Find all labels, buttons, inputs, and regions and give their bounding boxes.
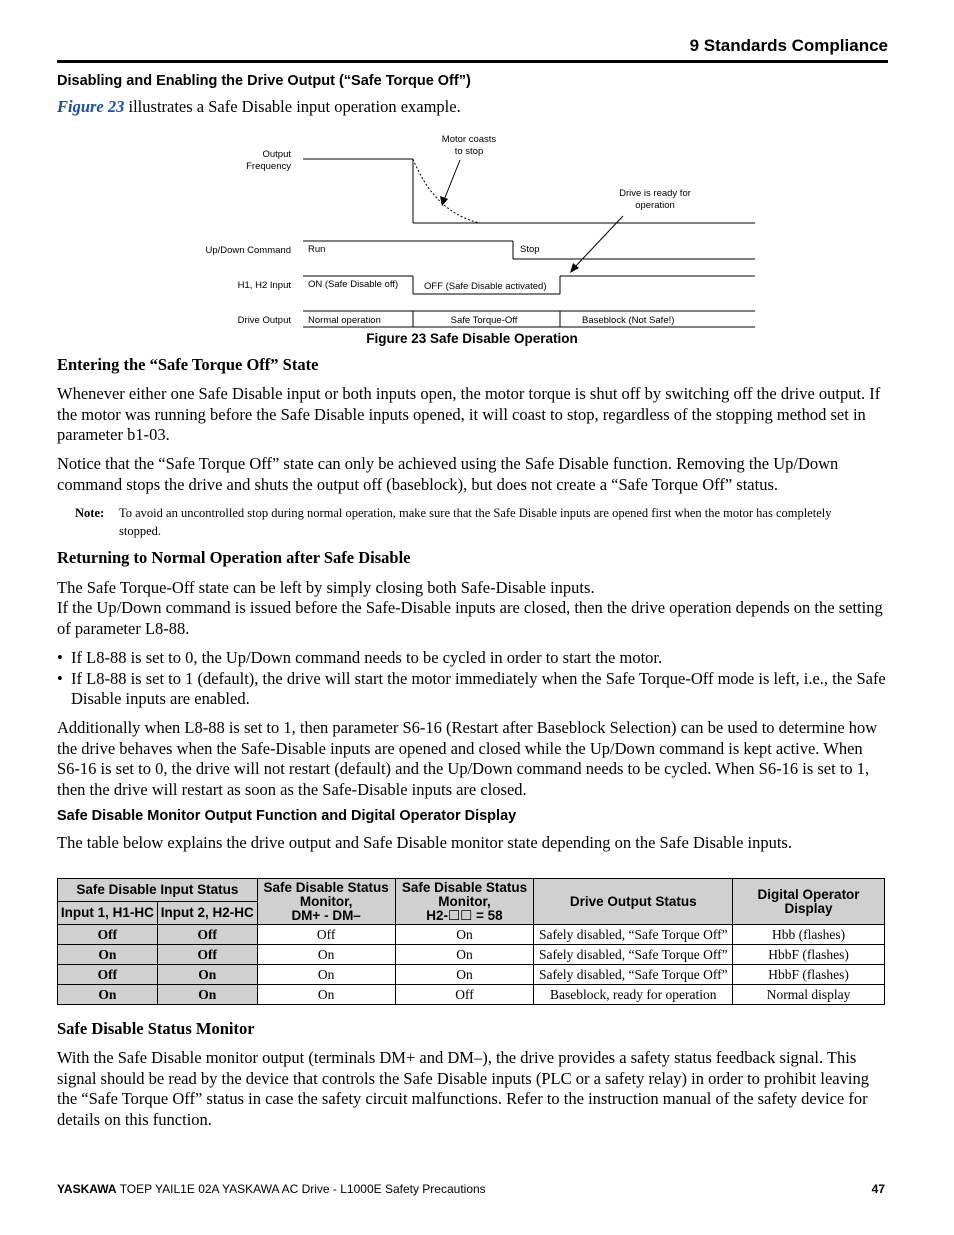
bullet-icon: • bbox=[57, 668, 63, 688]
cell-operator-display: HbbF (flashes) bbox=[733, 965, 885, 985]
table-row bbox=[58, 965, 885, 985]
cell-input-1: On bbox=[58, 985, 158, 1005]
arrow-ready-icon bbox=[570, 216, 623, 273]
safe-disable-status-table bbox=[57, 878, 885, 1005]
header-input-2: Input 2, H2-HC bbox=[157, 902, 257, 925]
figure-intro-text: illustrates a Safe Disable input operation example. bbox=[124, 97, 461, 116]
header-operator-display bbox=[733, 879, 885, 925]
cell-monitor-dm: On bbox=[257, 985, 395, 1005]
header-input-status: Safe Disable Input Status bbox=[58, 879, 258, 902]
header-monitor-dm-line3: DM+ - DM– bbox=[291, 907, 361, 923]
bullet-text-2: If L8-88 is set to 1 (default), the drive will start the motor immediately when the Safe Torque-Off mode is left, i.e., the Safe Disable inputs are enabled. bbox=[71, 668, 886, 708]
heading-disabling-enabling: Disabling and Enabling the Drive Output (“Safe Torque Off”) bbox=[57, 73, 471, 89]
section-title: 9 Standards Compliance bbox=[689, 36, 888, 55]
cell-input-2: Off bbox=[157, 945, 257, 965]
bullet-list bbox=[57, 648, 887, 710]
cell-monitor-dm: Off bbox=[257, 925, 395, 945]
cell-drive-output: Safely disabled, “Safe Torque Off” bbox=[534, 965, 733, 985]
heading-monitor-output: Safe Disable Monitor Output Function and Digital Operator Display bbox=[57, 808, 517, 824]
table-row bbox=[58, 985, 885, 1005]
cell-operator-display: Hbb (flashes) bbox=[733, 925, 885, 945]
paragraph-entering-2: Notice that the “Safe Torque Off” state can only be achieved using the Safe Disable function. Removing the Up/Down command stops the drive and shuts the output off (baseblock), but does not create a “Safe Torque Off” status. bbox=[57, 454, 839, 494]
cell-input-2: On bbox=[157, 965, 257, 985]
header-operator-display-line2: Display bbox=[784, 900, 833, 916]
signal-on-safe-disable-off: ON (Safe Disable off) bbox=[308, 279, 399, 290]
table-row bbox=[58, 945, 885, 965]
signal-off-safe-disable-activated: OFF (Safe Disable activated) bbox=[424, 281, 547, 292]
annotation-ready-1: Drive is ready for bbox=[619, 188, 691, 199]
heading-returning-normal: Returning to Normal Operation after Safe Disable bbox=[57, 548, 411, 567]
heading-entering-sto: Entering the “Safe Torque Off” State bbox=[57, 355, 319, 374]
list-item bbox=[57, 669, 887, 710]
paragraph-entering-1: Whenever either one Safe Disable input or both inputs open, the motor torque is shut off by switching off the drive output. If the motor was running before the Safe Disable inputs opened, it will coast to stop, regardless of the stopping method set in parameter b1-03. bbox=[57, 384, 881, 444]
paragraph-returning-3: Additionally when L8-88 is set to 1, then parameter S6-16 (Restart after Baseblock Selection) can be used to determine how the drive behaves when the Safe-Disable inputs are opened and closed while the Up/Down command is kept active. When S6-16 is set to 0, the drive will not restart (default) and the Up/Down command needs to be cycled. When S6-16 is set to 1, then the drive will restart as soon as the Safe-Disable inputs are closed. bbox=[57, 718, 878, 799]
footer-doc-title: TOEP YAIL1E 02A YASKAWA AC Drive - L1000E Safety Precautions bbox=[116, 1182, 486, 1196]
figure-23-link[interactable]: Figure 23 bbox=[57, 97, 125, 116]
signal-run: Run bbox=[308, 244, 326, 255]
page-number: 47 bbox=[871, 1182, 885, 1196]
signal-normal-operation: Normal operation bbox=[308, 315, 381, 326]
signal-safe-torque-off: Safe Torque-Off bbox=[450, 315, 518, 326]
header-monitor-h2-line3: H2-☐☐ = 58 bbox=[426, 907, 503, 923]
annotation-coasts-2: to stop bbox=[454, 146, 484, 157]
page-footer bbox=[57, 1182, 885, 1196]
label-output: Output bbox=[262, 149, 291, 160]
header-monitor-h2 bbox=[395, 879, 534, 925]
table-row bbox=[58, 925, 885, 945]
note-text: To avoid an uncontrolled stop during normal operation, make sure that the Safe Disable inputs are opened first when the motor has completely stopped. bbox=[119, 506, 832, 538]
cell-monitor-h2: On bbox=[395, 965, 534, 985]
label-drive-output: Drive Output bbox=[237, 315, 291, 326]
cell-drive-output: Baseblock, ready for operation bbox=[534, 985, 733, 1005]
header-operator-display-line1: Digital Operator bbox=[757, 886, 860, 902]
header-drive-output: Drive Output Status bbox=[534, 879, 733, 925]
label-h1h2: H1, H2 Input bbox=[237, 280, 291, 291]
cell-input-2: On bbox=[157, 985, 257, 1005]
bullet-icon: • bbox=[57, 648, 63, 667]
paragraph-returning-2: If the Up/Down command is issued before the Safe-Disable inputs are closed, then the drive operation depends on the setting of parameter L8-88. bbox=[57, 598, 883, 638]
timing-diagram-svg bbox=[190, 128, 770, 333]
signal-stop: Stop bbox=[520, 244, 540, 255]
cell-input-1: On bbox=[58, 945, 158, 965]
cell-monitor-dm: On bbox=[257, 945, 395, 965]
footer-brand: YASKAWA bbox=[57, 1182, 117, 1196]
cell-monitor-h2: Off bbox=[395, 985, 534, 1005]
note-label: Note: bbox=[75, 506, 105, 520]
cell-operator-display: Normal display bbox=[733, 985, 885, 1005]
label-frequency: Frequency bbox=[246, 161, 291, 172]
cell-monitor-h2: On bbox=[395, 925, 534, 945]
header-monitor-dm-line2: Monitor, bbox=[299, 893, 353, 909]
figure-caption: Figure 23 Safe Disable Operation bbox=[366, 331, 578, 346]
paragraph-returning-1: The Safe Torque-Off state can be left by simply closing both Safe-Disable inputs. bbox=[57, 578, 595, 597]
header-input-1: Input 1, H1-HC bbox=[58, 902, 158, 925]
annotation-coasts-1: Motor coasts bbox=[441, 134, 497, 145]
cell-drive-output: Safely disabled, “Safe Torque Off” bbox=[534, 945, 733, 965]
figure-intro bbox=[57, 97, 461, 118]
cell-input-2: Off bbox=[157, 925, 257, 945]
cell-drive-output: Safely disabled, “Safe Torque Off” bbox=[534, 925, 733, 945]
safe-disable-timing-diagram bbox=[190, 128, 770, 333]
bullet-text-1: If L8-88 is set to 0, the Up/Down command needs to be cycled in order to start the motor. bbox=[71, 648, 663, 667]
paragraph-status-monitor: With the Safe Disable monitor output (terminals DM+ and DM–), the drive provides a safety status feedback signal. This signal should be read by the device that controls the Safe Disable inputs (PLC or a safety relay) in order to prohibit leaving the “Safe Torque Off” status in case the safety circuit malfunctions. Refer to the instruction manual of the safety device for details on this function. bbox=[57, 1048, 869, 1129]
signal-baseblock: Baseblock (Not Safe!) bbox=[582, 315, 675, 326]
cell-input-1: Off bbox=[58, 965, 158, 985]
header-monitor-dm bbox=[257, 879, 395, 925]
paragraph-monitor: The table below explains the drive output and Safe Disable monitor state depending on the Safe Disable inputs. bbox=[57, 833, 792, 852]
list-item bbox=[57, 648, 887, 669]
cell-monitor-dm: On bbox=[257, 965, 395, 985]
header-monitor-dm-line1: Safe Disable Status bbox=[263, 879, 389, 895]
arrow-coasts-icon bbox=[440, 160, 460, 206]
cell-monitor-h2: On bbox=[395, 945, 534, 965]
header-monitor-h2-line1: Safe Disable Status bbox=[401, 879, 528, 895]
annotation-ready-2: operation bbox=[635, 200, 675, 211]
cell-input-1: Off bbox=[58, 925, 158, 945]
header-monitor-h2-line2: Monitor, bbox=[438, 893, 491, 909]
label-updown: Up/Down Command bbox=[205, 245, 291, 256]
heading-status-monitor: Safe Disable Status Monitor bbox=[57, 1019, 255, 1038]
section-header bbox=[57, 36, 888, 63]
cell-operator-display: HbbF (flashes) bbox=[733, 945, 885, 965]
